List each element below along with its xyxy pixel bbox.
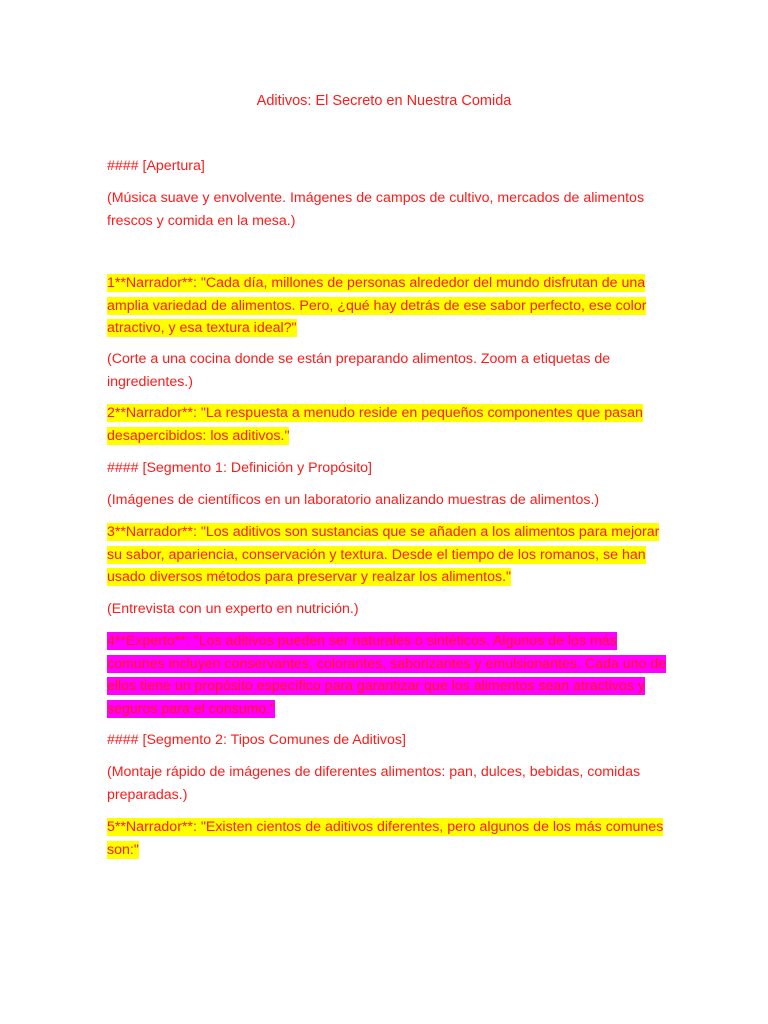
heading-segmento-1: #### [Segmento 1: Definición y Propósito]: [107, 460, 372, 476]
heading-segmento-2: #### [Segmento 2: Tipos Comunes de Aditivos]: [107, 732, 406, 748]
narrator-line: [107, 521, 667, 589]
narrator-line-text: 1**Narrador**: "Cada día, millones de personas alrededor del mundo disfrutan de una amplia variedad de alimentos. Pero, ¿qué hay detrás de ese sabor perfecto, ese color atractivo, y esa textura ideal?": [107, 275, 647, 336]
narrator-line: [107, 402, 667, 447]
expert-line-text: 4**Experto**: "Los aditivos pueden ser naturales o sintéticos. Algunos de los más comunes incluyen conservantes, colorantes, saborizantes y emulsionantes. Cada uno de ellos tiene un propósito específico para garantizar que los alimentos sean atractivos y seguros para el consumo.": [107, 633, 667, 717]
stage-direction: (Música suave y envolvente. Imágenes de campos de cultivo, mercados de alimentos frescos y comida en la mesa.): [107, 190, 645, 229]
stage-direction: (Entrevista con un experto en nutrición.): [107, 601, 359, 617]
expert-line: [107, 630, 667, 720]
narrator-line-text: 2**Narrador**: "La respuesta a menudo reside en pequeños componentes que pasan desapercibidos: los aditivos.": [107, 405, 643, 444]
narrator-line-text: 3**Narrador**: "Los aditivos son sustancias que se añaden a los alimentos para mejorar su sabor, apariencia, conservación y textura. Desde el tiempo de los romanos, se han usado diversos métodos para preservar y realzar los alimentos.": [107, 524, 660, 585]
narrator-line-text: 5**Narrador**: "Existen cientos de aditivos diferentes, pero algunos de los más comunes son:": [107, 819, 664, 858]
narrator-line: [107, 816, 667, 861]
stage-direction: (Imágenes de científicos en un laboratorio analizando muestras de alimentos.): [107, 492, 600, 508]
document-title: Aditivos: El Secreto en Nuestra Comida: [256, 93, 512, 109]
narrator-line: [107, 272, 667, 340]
heading-apertura: #### [Apertura]: [107, 158, 205, 174]
stage-direction: (Corte a una cocina donde se están preparando alimentos. Zoom a etiquetas de ingredientes.): [107, 351, 611, 390]
stage-direction: (Montaje rápido de imágenes de diferentes alimentos: pan, dulces, bebidas, comidas preparadas.): [107, 764, 641, 803]
